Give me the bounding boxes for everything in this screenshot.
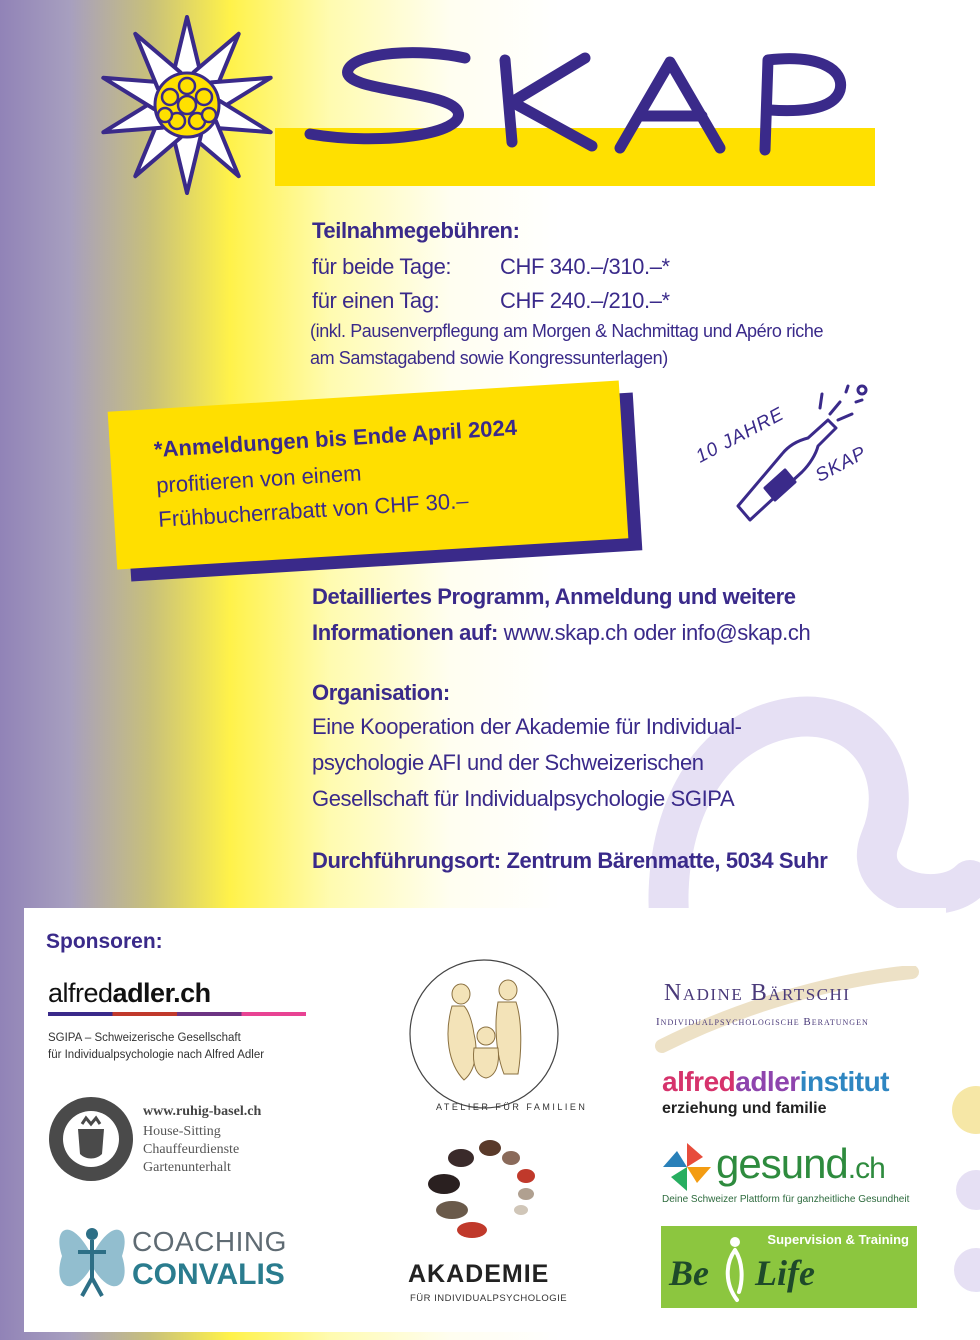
organisation-line1: Eine Kooperation der Akademie für Individual- bbox=[312, 714, 742, 739]
info-links[interactable]: www.skap.ch oder info@skap.ch bbox=[503, 620, 811, 645]
institut-logo bbox=[662, 1066, 889, 1098]
promo-line3: Frühbucherrabatt von CHF 30.– bbox=[157, 487, 470, 532]
fees-both-days-label: für beide Tage: bbox=[312, 254, 452, 279]
info-line2 bbox=[312, 620, 810, 646]
skap-logo bbox=[300, 30, 880, 190]
alfredadler-logo-light: alfred bbox=[48, 978, 113, 1008]
akademie-line1: AKADEMIE bbox=[408, 1260, 550, 1288]
nadine-name: Nadine Bärtschi bbox=[664, 980, 851, 1006]
ruhig-line2: Chauffeurdienste bbox=[143, 1142, 240, 1157]
ruhig-line1: House-Sitting bbox=[143, 1124, 221, 1139]
anniversary-line1: 10 JAHRE bbox=[692, 403, 788, 468]
institut-sub: erziehung und familie bbox=[662, 1100, 827, 1117]
atelier-ring-text: ATELIER FÜR FAMILIEN bbox=[436, 1102, 588, 1112]
butterfly-icon bbox=[52, 1206, 132, 1306]
anniversary-line2: SKAP bbox=[812, 442, 871, 487]
sponsors-title: Sponsoren: bbox=[46, 930, 163, 953]
gesund-flower-icon bbox=[660, 1140, 714, 1194]
ruhig-line3: Gartenunterhalt bbox=[143, 1160, 231, 1175]
coaching-line2: CONVALIS bbox=[132, 1258, 285, 1291]
organisation-line2: psychologie AFI und der Schweizerischen bbox=[312, 750, 704, 775]
ruhig-url[interactable]: www.ruhig-basel.ch bbox=[143, 1104, 262, 1119]
alfredadler-desc2: für Individualpsychologie nach Alfred Adler bbox=[48, 1049, 265, 1061]
belife-be: Be bbox=[669, 1253, 709, 1293]
belife-top: Supervision & Training bbox=[767, 1232, 909, 1247]
belife-logo-box bbox=[661, 1226, 917, 1308]
gesund-sub: Deine Schweizer Plattform für ganzheitliche Gesundheit bbox=[662, 1194, 910, 1205]
ruhig-basel-seal-icon bbox=[46, 1094, 136, 1184]
fees-note-line2: am Samstagabend sowie Kongressunterlagen) bbox=[310, 348, 668, 368]
fees-title: Teilnahmegebühren: bbox=[312, 218, 520, 243]
fees-one-day-label: für einen Tag: bbox=[312, 288, 440, 313]
sponsors-panel bbox=[24, 908, 946, 1332]
gesund-main: gesund bbox=[716, 1140, 848, 1187]
fees-note-line1: (inkl. Pausenverpflegung am Morgen & Nachmittag und Apéro riche bbox=[310, 321, 824, 341]
venue-text: Durchführungsort: Zentrum Bärenmatte, 5034 Suhr bbox=[312, 848, 828, 873]
akademie-line2: FÜR INDIVIDUALPSYCHOLOGIE bbox=[410, 1293, 568, 1304]
info-line1: Detailliertes Programm, Anmeldung und weitere bbox=[312, 584, 796, 609]
alfredadler-desc1: SGIPA – Schweizerische Gesellschaft bbox=[48, 1032, 241, 1044]
belife-figure-icon bbox=[717, 1234, 749, 1304]
fees-both-days-price: CHF 340.–/310.–* bbox=[500, 254, 670, 279]
coaching-line1: COACHING bbox=[132, 1226, 287, 1257]
organisation-line3: Gesellschaft für Individualpsychologie SGIPA bbox=[312, 786, 735, 811]
institut-word3: institut bbox=[799, 1066, 889, 1097]
decorative-edge-shapes bbox=[946, 1040, 980, 1340]
belife-life: Life bbox=[755, 1253, 815, 1293]
fees-one-day-price: CHF 240.–/210.–* bbox=[500, 288, 670, 313]
gesund-tld: .ch bbox=[847, 1152, 885, 1185]
alfredadler-color-bar bbox=[48, 1012, 306, 1016]
institut-word2: adler bbox=[735, 1066, 800, 1097]
info-line2-label: Informationen auf: bbox=[312, 620, 498, 645]
alfredadler-logo bbox=[48, 978, 211, 1009]
akademie-stones-icon bbox=[406, 1132, 556, 1244]
institut-word1: alfred bbox=[662, 1066, 736, 1097]
promo-box bbox=[108, 381, 629, 570]
promo-line1: *Anmeldungen bis Ende April 2024 bbox=[153, 414, 518, 462]
edelweiss-icon bbox=[92, 10, 282, 200]
alfredadler-logo-bold: adler.ch bbox=[112, 978, 211, 1008]
promo-line2: profitieren von einem bbox=[155, 460, 363, 498]
organisation-title: Organisation: bbox=[312, 680, 450, 705]
gesund-logo bbox=[716, 1140, 885, 1188]
nadine-sub: Individualpsychologische Beratungen bbox=[656, 1016, 869, 1028]
atelier-family-icon bbox=[404, 954, 564, 1114]
